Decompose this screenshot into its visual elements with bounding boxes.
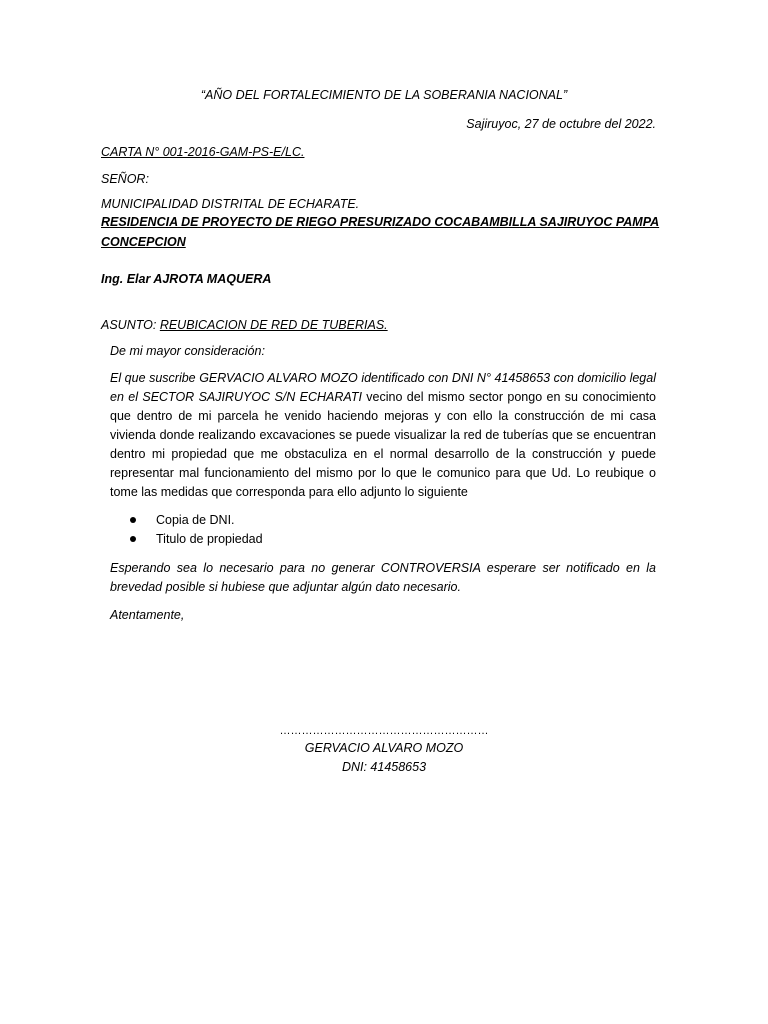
subject-label: ASUNTO:	[101, 318, 160, 332]
salutation-title: SEÑOR:	[101, 172, 149, 186]
farewell: Atentamente,	[110, 608, 185, 622]
list-item	[130, 511, 263, 530]
recipient-residence-line1: RESIDENCIA DE PROYECTO DE RIEGO PRESURIZADO COCABAMBILLA SAJIRUYOC PAMPA	[101, 215, 660, 229]
recipient-institution: MUNICIPALIDAD DISTRITAL DE ECHARATE.	[101, 197, 360, 211]
body-intro: El que suscribe GERVACIO ALVARO MOZO identificado con DNI N° 41458653 con domicilio legal en el SECTOR SAJIRUYOC S/N ECHARATI	[110, 371, 656, 404]
attachments-list	[130, 511, 263, 549]
letter-number: CARTA N° 001-2016-GAM-PS-E/LC.	[101, 145, 305, 159]
recipient-residence-line2: CONCEPCION	[101, 235, 186, 249]
recipient-person: Ing. Elar AJROTA MAQUERA	[101, 272, 272, 286]
greeting: De mi mayor consideración:	[110, 344, 265, 358]
body-paragraph	[110, 369, 656, 502]
attachment-label: Titulo de propiedad	[156, 532, 263, 546]
subject-text: REUBICACION DE RED DE TUBERIAS.	[159, 318, 388, 332]
list-item	[130, 530, 263, 549]
place-date: Sajiruyoc, 27 de octubre del 2022.	[466, 117, 656, 131]
bullet-icon	[130, 517, 136, 523]
bullet-icon	[130, 536, 136, 542]
closing-paragraph: Esperando sea lo necesario para no generar CONTROVERSIA esperare ser notificado en la brevedad posible si hubiese que adjuntar algún dato necesario.	[110, 561, 656, 594]
attachment-label: Copia de DNI.	[156, 513, 235, 527]
signature-line: …………………………………………………	[279, 725, 489, 737]
signature-dni: DNI: 41458653	[341, 760, 427, 774]
signature-name: GERVACIO ALVARO MOZO	[304, 741, 464, 755]
body-rest: vecino del mismo sector pongo en su conocimiento que dentro de mi parcela he venido haciendo mejoras y con ello la construcción de mi casa vivienda donde realizando excavaciones se puede visualizar la red de tuberías que se encuentran dentro mi propiedad que me obstaculiza en el normal desarrollo de la construcción y puede representar mal funcionamiento del mismo por lo que le comunico para que Ud. Lo reubique o tome las medidas que corresponda para ello adjunto lo siguiente	[110, 390, 656, 499]
year-motto: “AÑO DEL FORTALECIMIENTO DE LA SOBERANIA NACIONAL”	[200, 88, 568, 102]
subject	[101, 316, 388, 334]
